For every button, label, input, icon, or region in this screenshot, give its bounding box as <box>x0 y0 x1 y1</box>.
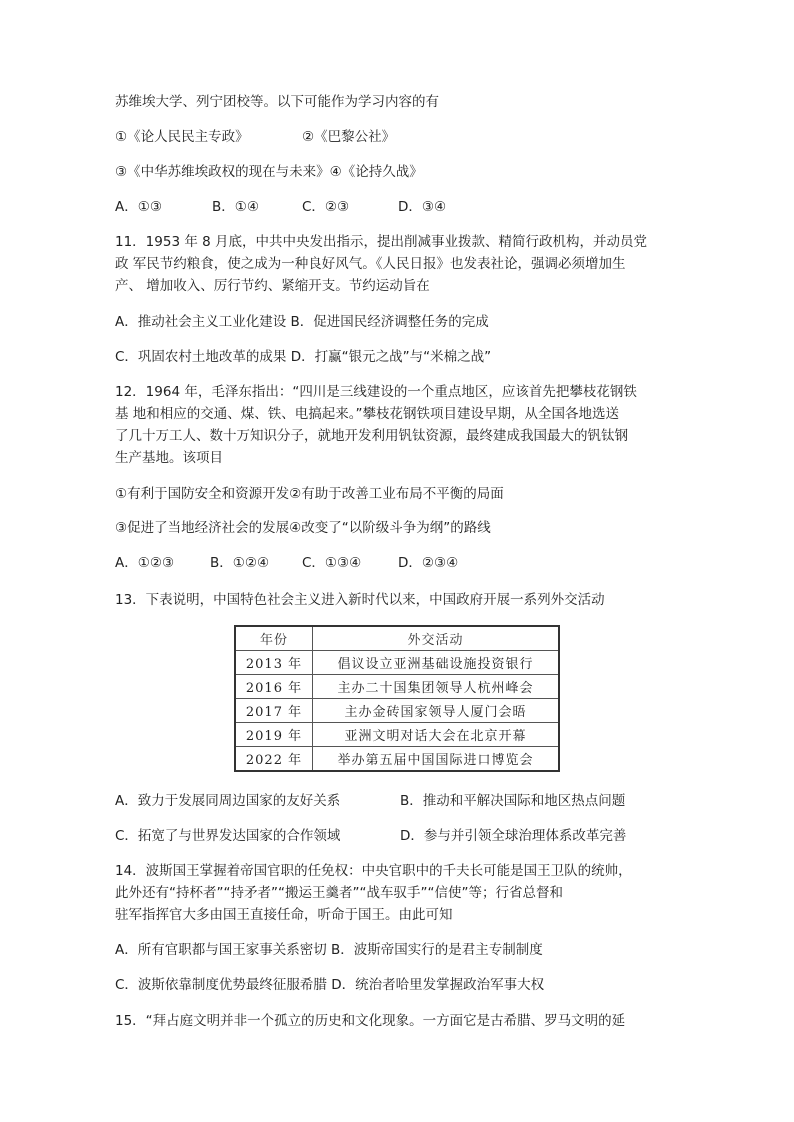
q10-option-b: B．①④ <box>212 199 259 215</box>
q11-options-cd: C．巩固农村土地改革的成果 D．打赢“银元之战”与“米棉之战” <box>115 349 492 365</box>
row-activity: 亚洲文明对话大会在北京开幕 <box>313 723 560 747</box>
q12-option-a: A．①②③ <box>115 555 175 571</box>
q12-option-d: D．②③④ <box>398 555 459 571</box>
table-row <box>235 747 559 772</box>
table-row <box>235 699 559 723</box>
q11-stem-line-2: 政 军民节约粮食，使之成为一种良好风气。《人民日报》也发表社论，强调必须增加生 <box>115 256 626 272</box>
table-row <box>235 723 559 747</box>
row-year: 2022 年 <box>235 747 313 772</box>
q15-stem-line-1: 15．“拜占庭文明并非一个孤立的历史和文化现象。一方面它是古希腊、罗马文明的延 <box>115 1013 626 1029</box>
q14-stem-line-1: 14．波斯国王掌握着帝国官职的任免权：中央官职中的千夫长可能是国王卫队的统帅， <box>115 863 632 879</box>
q10-stem-tail: 苏维埃大学、列宁团校等。以下可能作为学习内容的有 <box>115 94 439 110</box>
q13-stem: 13．下表说明，中国特色社会主义进入新时代以来，中国政府开展一系列外交活动 <box>115 592 605 608</box>
q12-stem-line-3: 了几十万工人、数十万知识分子，就地开发利用钒钛资源，最终建成我国最大的钒钛钢 <box>115 428 628 444</box>
q14-stem-line-2: 此外还有“持杯者”“持矛者”“搬运王羹者”“战车驭手”“信使”等；行省总督和 <box>115 885 563 901</box>
q14-options-ab: A．所有官职都与国王家事关系密切 B．波斯帝国实行的是君主专制制度 <box>115 942 543 958</box>
row-year: 2016 年 <box>235 675 313 699</box>
q12-option-c: C．①③④ <box>302 555 362 571</box>
q10-item-2: ②《巴黎公社》 <box>302 129 396 145</box>
q12-stem-line-4: 生产基地。该项目 <box>115 450 223 466</box>
q12-items-1-2: ①有利于国防安全和资源开发②有助于改善工业布局不平衡的局面 <box>115 486 504 502</box>
q12-stem-line-2: 基 地和相应的交通、煤、铁、电搞起来。”攀枝花钢铁项目建设早期，从全国各地选送 <box>115 406 620 422</box>
q14-stem-line-3: 驻军指挥官大多由国王直接任命，听命于国王。由此可知 <box>115 907 453 923</box>
row-activity: 主办二十国集团领导人杭州峰会 <box>313 675 560 699</box>
q13-option-c: C．拓宽了与世界发达国家的合作领域 <box>115 828 341 844</box>
row-year: 2013 年 <box>235 651 313 675</box>
q10-item-1: ①《论人民民主专政》 <box>115 129 249 145</box>
table-row <box>235 651 559 675</box>
row-year: 2017 年 <box>235 699 313 723</box>
q10-option-d: D．③④ <box>398 199 447 215</box>
q10-items-3-4: ③《中华苏维埃政权的现在与未来》④《论持久战》 <box>115 164 423 180</box>
q11-options-ab: A．推动社会主义工业化建设 B．促进国民经济调整任务的完成 <box>115 314 489 330</box>
q11-stem-line-1: 11．1953 年 8 月底，中共中央发出指示，提出削减事业拨款、精简行政机构，并动员党 <box>115 234 647 250</box>
diplomacy-table <box>234 625 560 772</box>
q14-options-cd: C．波斯依靠制度优势最终征服希腊 D．统治者哈里发掌握政治军事大权 <box>115 977 545 993</box>
row-year: 2019 年 <box>235 723 313 747</box>
row-activity: 举办第五届中国国际进口博览会 <box>313 747 560 772</box>
q13-option-d: D．参与并引领全球治理体系改革完善 <box>400 828 627 844</box>
q13-option-a: A．致力于发展同周边国家的友好关系 <box>115 793 341 809</box>
row-activity: 倡议设立亚洲基础设施投资银行 <box>313 651 560 675</box>
q10-option-c: C．②③ <box>302 199 350 215</box>
table-header-row <box>235 626 559 651</box>
q10-option-a: A．①③ <box>115 199 162 215</box>
q12-option-b: B．①②④ <box>210 555 270 571</box>
q11-stem-line-3: 产、 增加收入、厉行节约、紧缩开支。节约运动旨在 <box>115 278 430 294</box>
q12-stem-line-1: 12．1964 年，毛泽东指出：“四川是三线建设的一个重点地区，应该首先把攀枝花钢铁 <box>115 384 637 400</box>
table-row <box>235 675 559 699</box>
header-activity: 外交活动 <box>313 626 560 651</box>
q13-option-b: B．推动和平解决国际和地区热点问题 <box>400 793 626 809</box>
header-year: 年份 <box>235 626 313 651</box>
q12-items-3-4: ③促进了当地经济社会的发展④改变了“以阶级斗争为纲”的路线 <box>115 520 491 536</box>
row-activity: 主办金砖国家领导人厦门会晤 <box>313 699 560 723</box>
